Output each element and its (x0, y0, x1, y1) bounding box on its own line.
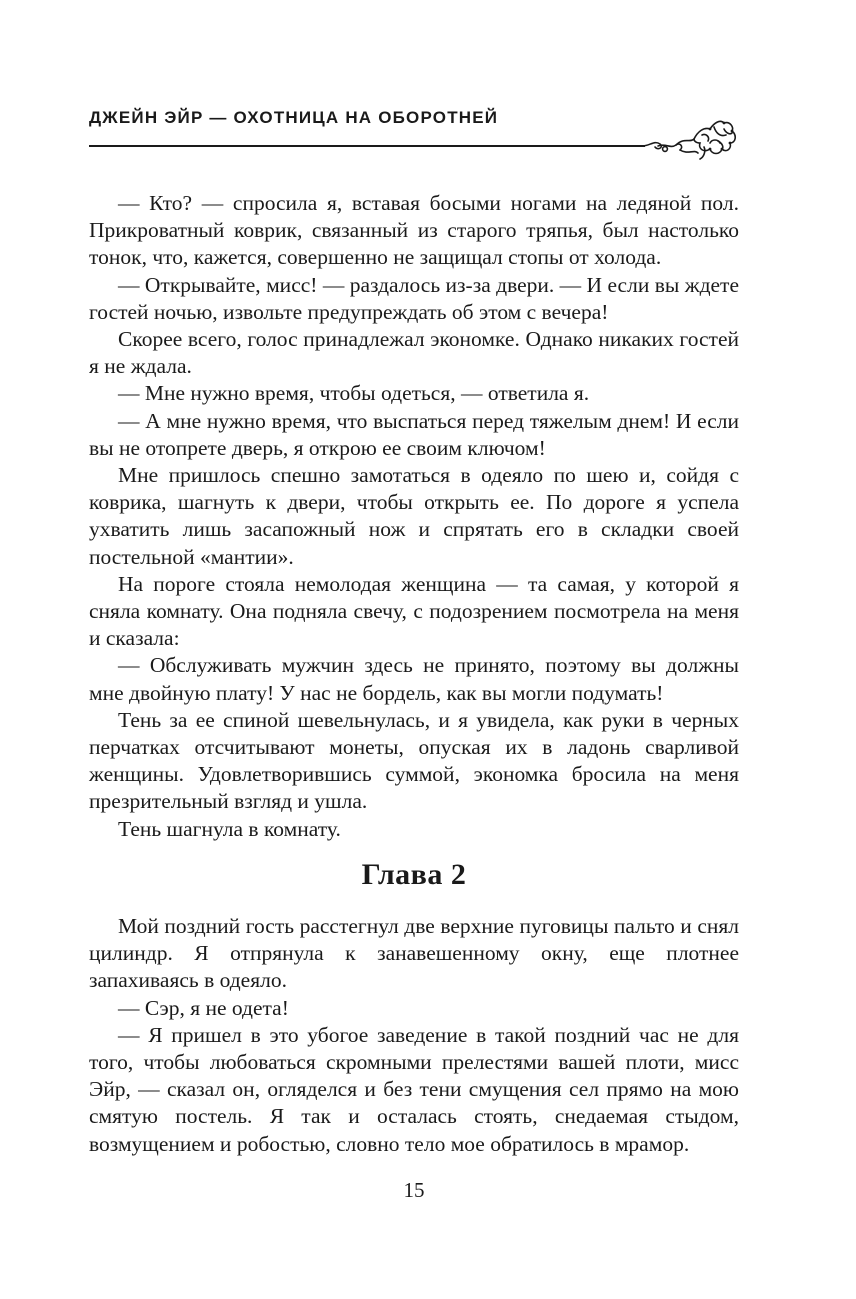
paragraph: На пороге стояла немолодая женщина — та самая, у которой я сняла комнату. Она подняла свечу, с подозрением посмотрела на меня и сказала: (89, 571, 739, 651)
body-text-section-1 (89, 190, 739, 843)
paragraph: Тень за ее спиной шевельнулась, и я увидела, как руки в черных перчатках отсчитывают монеты, опуская их в ладонь сварливой женщины. Удовлетворившись суммой, экономка бросила на меня презрительный взгляд и ушла. (89, 707, 739, 814)
paragraph: — А мне нужно время, что выспаться перед тяжелым днем! И если вы не отопрете дверь, я открою ее своим ключом! (89, 408, 739, 460)
running-head: ДЖЕЙН ЭЙР — ОХОТНИЦА НА ОБОРОТНЕЙ (89, 108, 499, 127)
paragraph: — Кто? — спросила я, вставая босыми ногами на ледяной пол. Прикроватный коврик, связанный из старого тряпья, был настолько тонок, что, кажется, совершенно не защищал стопы от холода. (89, 191, 739, 270)
paragraph: — Обслуживать мужчин здесь не принято, поэтому вы должны мне двойную плату! У нас не бордель, как вы могли подумать! (89, 653, 739, 705)
paragraph: — Открывайте, мисс! — раздалось из-за двери. — И если вы ждете гостей ночью, извольте предупреждать об этом с вечера! (89, 272, 739, 324)
paragraph: Скорее всего, голос принадлежал экономке. Однако никаких гостей я не ждала. (89, 327, 739, 379)
paragraph: — Я пришел в это убогое заведение в такой поздний час не для того, чтобы любоваться скромными прелестями вашей плоти, мисс Эйр, — сказал он, огляделся и без тени смущения сел прямо на мою смятую постель. Я так и осталась стоять, снедаемая стыдом, возмущением и робостью, словно тело мое обратилось в мрамор. (89, 1022, 739, 1156)
page-number: 15 (403, 1178, 425, 1202)
paragraph: Мне пришлось спешно замотаться в одеяло по шею и, сойдя с коврика, шагнуть к двери, чтобы открыть ее. По дороге я успела ухватить лишь засапожный нож и спрятать его в складки своей постельной «мантии». (89, 463, 739, 569)
body-text-section-2 (89, 913, 739, 1158)
paragraph: — Мне нужно время, чтобы одеться, — ответила я. (118, 381, 590, 406)
paragraph: Мой поздний гость расстегнул две верхние пуговицы пальто и снял цилиндр. Я отпрянула к занавешенному окну, еще плотнее запахиваясь в одеяло. (89, 914, 739, 993)
floral-vine-icon (640, 113, 740, 165)
paragraph: — Сэр, я не одета! (118, 995, 289, 1020)
header-rule (89, 145, 645, 147)
paragraph: Тень шагнула в комнату. (118, 816, 341, 841)
chapter-title: Глава 2 (361, 858, 467, 891)
